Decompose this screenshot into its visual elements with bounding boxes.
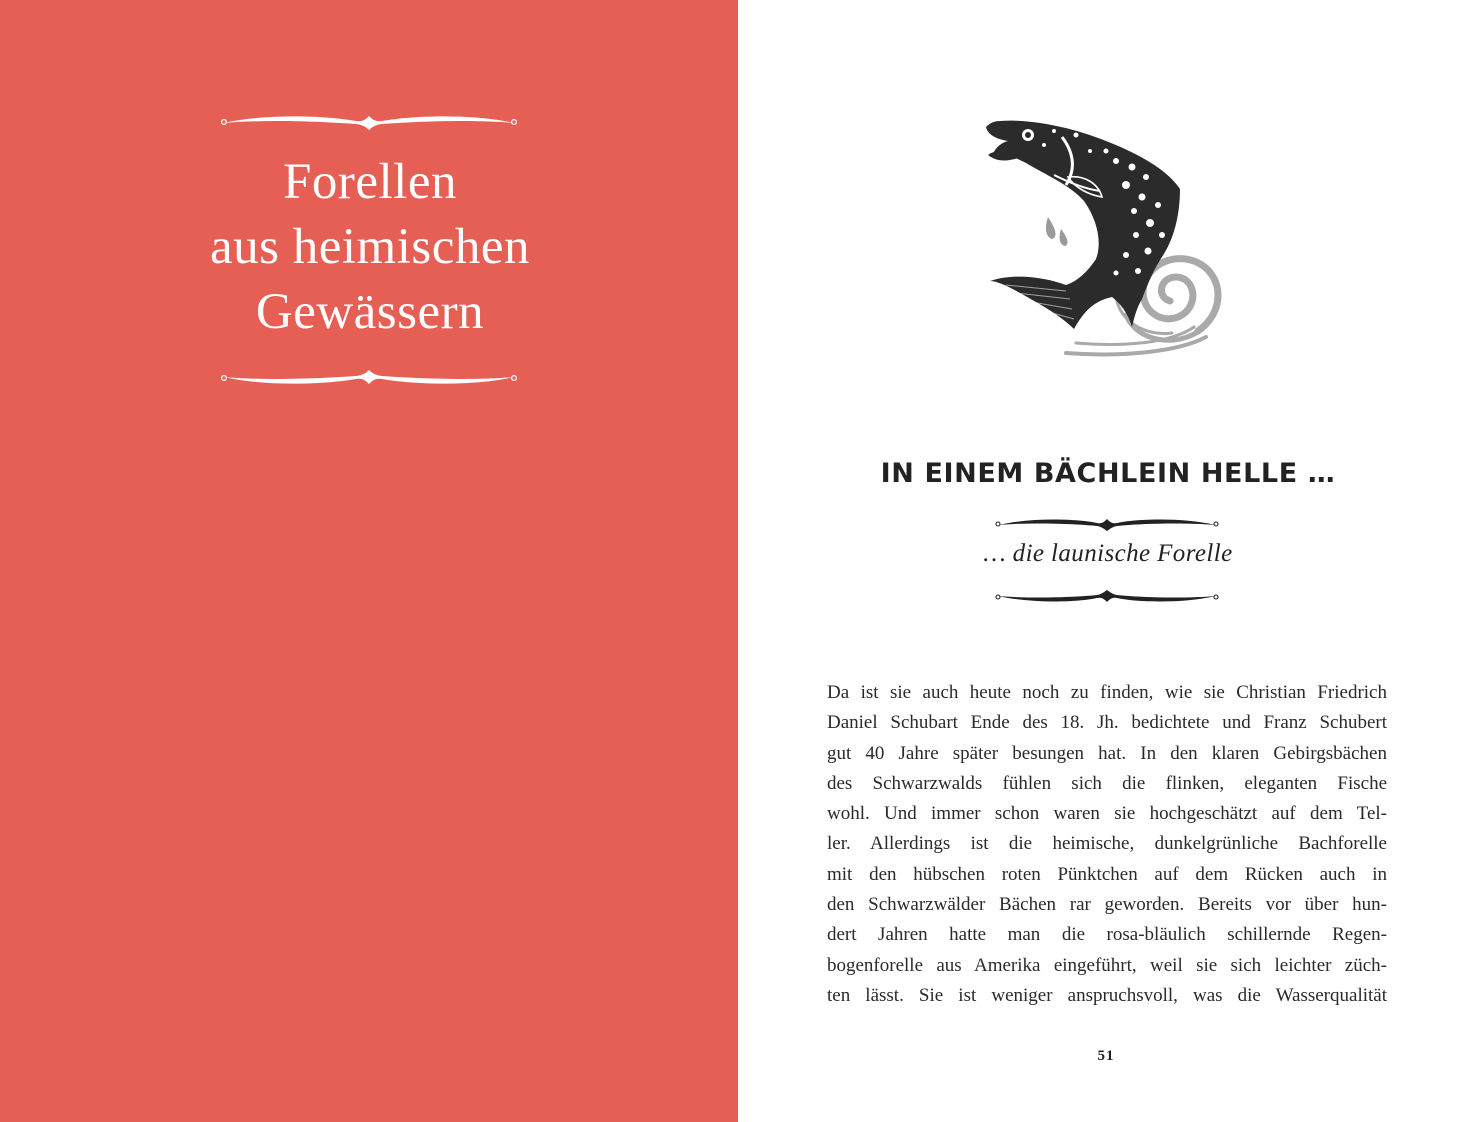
- right-page: [738, 0, 1476, 1122]
- body-line-8: den Schwarzwälder Bächen rar geworden. Bereits vor über hun-: [827, 894, 1387, 916]
- body-line-1: Da ist sie auch heute noch zu finden, wie sie Christian Friedrich: [827, 682, 1387, 703]
- bottom-ornament-icon: [218, 367, 520, 387]
- body-line-10: bogenforelle aus Amerika eingeführt, weil sie sich leichter züch-: [827, 954, 1387, 976]
- body-line-2: Daniel Schubart Ende des 18. Jh. bedichtete und Franz Schubert: [827, 712, 1387, 734]
- chapter-title: [120, 150, 620, 345]
- leaping-trout-icon: [966, 105, 1248, 373]
- chapter-title-line-3: Gewässern: [255, 284, 485, 340]
- body-line-11: ten lässt. Sie ist weniger anspruchsvoll, was die Wasserqualität: [827, 984, 1387, 1006]
- chapter-title-line-2: aus heimischen: [210, 219, 530, 275]
- body-line-4: des Schwarzwalds fühlen sich die flinken, eleganten Fische: [827, 772, 1387, 794]
- body-line-9: dert Jahren hatte man die rosa-bläulich schillernde Regen-: [827, 924, 1387, 946]
- body-line-5: wohl. Und immer schon waren sie hochgeschätzt auf dem Tel-: [827, 803, 1387, 825]
- body-paragraph: [827, 678, 1387, 1011]
- body-line-6: ler. Allerdings ist die heimische, dunkelgrünliche Bachforelle: [827, 833, 1387, 855]
- body-line-7: mit den hübschen roten Pünktchen auf dem Rücken auch in: [827, 863, 1387, 885]
- page-number: 51: [1097, 1048, 1115, 1064]
- subtitle-top-ornament-icon: [993, 517, 1221, 533]
- section-heading: IN EINEM BÄCHLEIN HELLE …: [880, 458, 1336, 489]
- top-ornament-icon: [218, 113, 520, 133]
- chapter-title-line-1: Forellen: [283, 154, 457, 210]
- subtitle-bottom-ornament-icon: [993, 588, 1221, 604]
- body-line-3: gut 40 Jahre später besungen hat. In den klaren Gebirgsbächen: [827, 742, 1387, 764]
- section-subtitle: … die launische Forelle: [983, 540, 1233, 567]
